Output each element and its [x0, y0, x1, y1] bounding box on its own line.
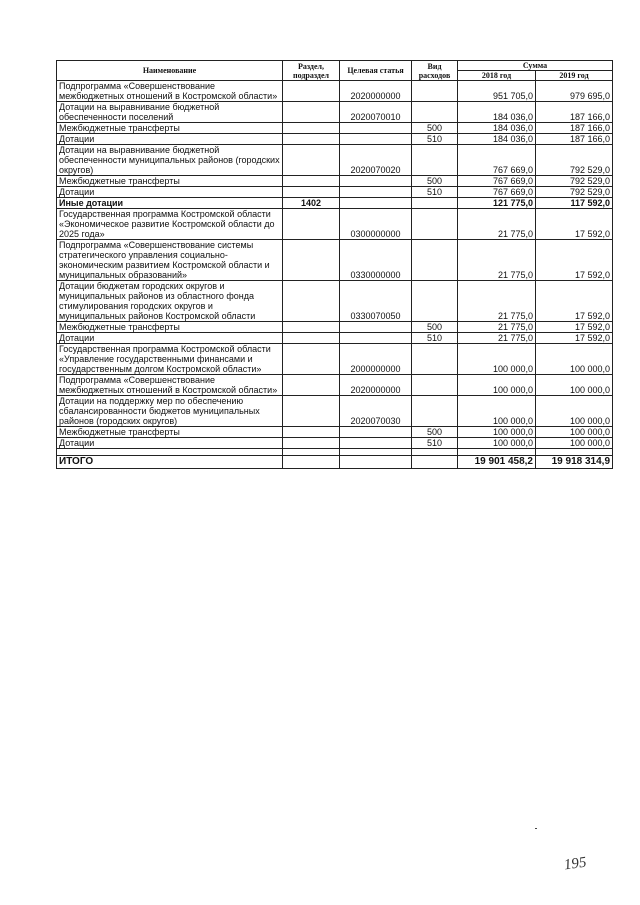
cell-article: 2020000000: [340, 375, 412, 396]
cell-name: Дотации: [57, 187, 283, 198]
cell-y2019: 117 592,0: [536, 198, 613, 209]
cell-section: [283, 145, 340, 176]
cell-name: Дотации на поддержку мер по обеспечению сбалансированности бюджетов муниципальных районов (городских округов): [57, 396, 283, 427]
table-row: [57, 344, 613, 375]
cell-y2019: 100 000,0: [536, 344, 613, 375]
cell-section: [283, 396, 340, 427]
cell-y2018: 121 775,0: [458, 198, 536, 209]
cell-vid: [412, 344, 458, 375]
cell-article: 0330000000: [340, 240, 412, 281]
cell-vid: [412, 102, 458, 123]
cell-y2018: 21 775,0: [458, 333, 536, 344]
cell-y2019: 17 592,0: [536, 281, 613, 322]
cell-y2018: 100 000,0: [458, 396, 536, 427]
cell-name: Подпрограмма «Совершенствование системы стратегического управления социально-экономическим развитием Костромской области и муниципальных образований»: [57, 240, 283, 281]
cell-article: [340, 176, 412, 187]
cell-y2018: 21 775,0: [458, 240, 536, 281]
cell-y2019: 100 000,0: [536, 438, 613, 449]
cell-name: Межбюджетные трансферты: [57, 123, 283, 134]
cell-article: [340, 134, 412, 145]
cell-section: [283, 375, 340, 396]
cell-section: [283, 187, 340, 198]
cell-y2018: 100 000,0: [458, 427, 536, 438]
cell-article: 2020070010: [340, 102, 412, 123]
table-row: [57, 438, 613, 449]
table-row: [57, 81, 613, 102]
cell-vid: 500: [412, 123, 458, 134]
cell-y2019: 187 166,0: [536, 123, 613, 134]
header-section: Раздел, подраздел: [283, 61, 340, 81]
cell-y2019: 979 695,0: [536, 81, 613, 102]
cell-vid: [412, 209, 458, 240]
cell-y2019: 17 592,0: [536, 240, 613, 281]
cell-article: 2020000000: [340, 81, 412, 102]
table-row: [57, 281, 613, 322]
table-row: [57, 209, 613, 240]
cell-vid: [412, 81, 458, 102]
cell-y2019: 792 529,0: [536, 145, 613, 176]
table-row: [57, 240, 613, 281]
table-row: [57, 375, 613, 396]
cell-y2019: 187 166,0: [536, 102, 613, 123]
table-body: [57, 81, 613, 449]
cell-y2019: 17 592,0: [536, 209, 613, 240]
cell-article: 2020070020: [340, 145, 412, 176]
table-row: [57, 333, 613, 344]
cell-y2019: 17 592,0: [536, 322, 613, 333]
cell-section: [283, 344, 340, 375]
cell-name: Государственная программа Костромской области «Управление государственными финансами и государственным долгом Костромской области»: [57, 344, 283, 375]
table-footer: [57, 449, 613, 469]
header-vid: Вид расходов: [412, 61, 458, 81]
cell-vid: 510: [412, 134, 458, 145]
cell-section: [283, 123, 340, 134]
cell-y2018: 21 775,0: [458, 322, 536, 333]
total-label: ИТОГО: [57, 456, 283, 469]
cell-vid: [412, 375, 458, 396]
scan-speck: [535, 828, 537, 829]
cell-article: 0300000000: [340, 209, 412, 240]
cell-vid: [412, 396, 458, 427]
total-2018: 19 901 458,2: [458, 456, 536, 469]
cell-article: [340, 123, 412, 134]
cell-y2018: 21 775,0: [458, 209, 536, 240]
cell-section: [283, 281, 340, 322]
cell-section: [283, 333, 340, 344]
cell-vid: 500: [412, 427, 458, 438]
cell-name: Межбюджетные трансферты: [57, 322, 283, 333]
cell-y2019: 187 166,0: [536, 134, 613, 145]
cell-vid: [412, 198, 458, 209]
spacer-row: [57, 449, 613, 456]
table-row: [57, 187, 613, 198]
cell-y2018: 767 669,0: [458, 187, 536, 198]
header-article: Целевая статья: [340, 61, 412, 81]
cell-name: Межбюджетные трансферты: [57, 176, 283, 187]
cell-y2019: 100 000,0: [536, 375, 613, 396]
cell-y2019: 792 529,0: [536, 187, 613, 198]
table-row: [57, 102, 613, 123]
cell-y2018: 100 000,0: [458, 375, 536, 396]
header-year-2019: 2019 год: [536, 71, 613, 81]
cell-name: Иные дотации: [57, 198, 283, 209]
cell-y2018: 100 000,0: [458, 438, 536, 449]
cell-name: Межбюджетные трансферты: [57, 427, 283, 438]
cell-section: [283, 427, 340, 438]
cell-y2019: 17 592,0: [536, 333, 613, 344]
header-row: [57, 61, 613, 71]
cell-article: [340, 322, 412, 333]
cell-y2018: 951 705,0: [458, 81, 536, 102]
cell-y2018: 21 775,0: [458, 281, 536, 322]
cell-name: Дотации бюджетам городских округов и муниципальных районов из областного фонда стимулирования городских округов и муниципальных районов Костромской области: [57, 281, 283, 322]
cell-name: Дотации: [57, 134, 283, 145]
table-row: [57, 396, 613, 427]
table-row: [57, 123, 613, 134]
cell-y2019: 792 529,0: [536, 176, 613, 187]
cell-name: Подпрограмма «Совершенствование межбюджетных отношений в Костромской области»: [57, 81, 283, 102]
cell-article: [340, 187, 412, 198]
cell-y2018: 767 669,0: [458, 176, 536, 187]
cell-vid: [412, 281, 458, 322]
cell-vid: 510: [412, 438, 458, 449]
cell-y2018: 184 036,0: [458, 123, 536, 134]
cell-name: Дотации на выравнивание бюджетной обеспеченности поселений: [57, 102, 283, 123]
cell-vid: 500: [412, 322, 458, 333]
table-row: [57, 322, 613, 333]
header-year-2018: 2018 год: [458, 71, 536, 81]
cell-article: 0330070050: [340, 281, 412, 322]
table-row: [57, 134, 613, 145]
cell-section: [283, 209, 340, 240]
cell-y2019: 100 000,0: [536, 396, 613, 427]
cell-vid: [412, 240, 458, 281]
cell-section: [283, 240, 340, 281]
cell-section: [283, 176, 340, 187]
cell-article: 2020070030: [340, 396, 412, 427]
cell-vid: [412, 145, 458, 176]
cell-article: [340, 333, 412, 344]
cell-name: Дотации на выравнивание бюджетной обеспеченности муниципальных районов (городских округов): [57, 145, 283, 176]
cell-y2019: 100 000,0: [536, 427, 613, 438]
table-row: [57, 145, 613, 176]
cell-name: Подпрограмма «Совершенствование межбюджетных отношений в Костромской области»: [57, 375, 283, 396]
header-name: Наименование: [57, 61, 283, 81]
cell-vid: 510: [412, 333, 458, 344]
cell-section: [283, 102, 340, 123]
table-row: [57, 198, 613, 209]
cell-article: [340, 198, 412, 209]
header-sum: Сумма: [458, 61, 613, 71]
cell-section: [283, 438, 340, 449]
cell-article: [340, 438, 412, 449]
cell-section: [283, 322, 340, 333]
total-2019: 19 918 314,9: [536, 456, 613, 469]
cell-vid: 510: [412, 187, 458, 198]
cell-article: 2000000000: [340, 344, 412, 375]
cell-name: Государственная программа Костромской области «Экономическое развитие Костромской области до 2025 года»: [57, 209, 283, 240]
cell-y2018: 767 669,0: [458, 145, 536, 176]
total-row: [57, 456, 613, 469]
page-number: 195: [562, 854, 588, 874]
cell-section: [283, 134, 340, 145]
budget-table: [56, 60, 613, 469]
cell-y2018: 184 036,0: [458, 102, 536, 123]
table-row: [57, 176, 613, 187]
cell-name: Дотации: [57, 438, 283, 449]
table-row: [57, 427, 613, 438]
cell-vid: 500: [412, 176, 458, 187]
cell-y2018: 100 000,0: [458, 344, 536, 375]
cell-section: 1402: [283, 198, 340, 209]
cell-article: [340, 427, 412, 438]
cell-section: [283, 81, 340, 102]
cell-name: Дотации: [57, 333, 283, 344]
cell-y2018: 184 036,0: [458, 134, 536, 145]
